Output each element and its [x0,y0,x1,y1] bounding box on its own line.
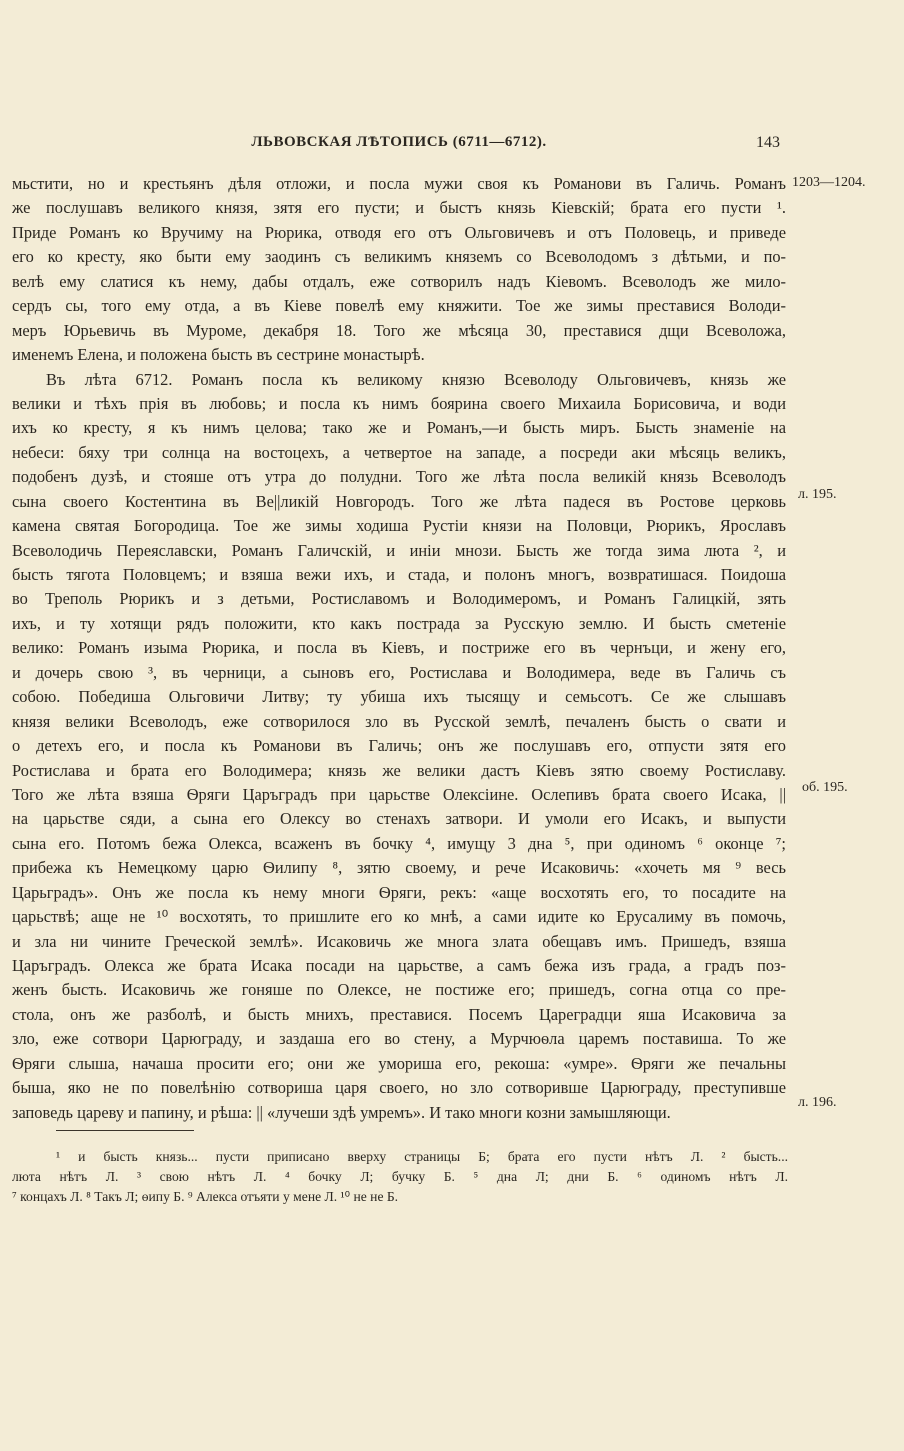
text-line: прибежа къ Немецкому царю Ѳилипу ⁸, зятю своему, и рече Исаковичь: «хочеть мя ⁹ весь [12,858,786,878]
text-line: Ѳряги слыша, начаша просити его; они же умориша его, рекоша: «умре». Ѳряги же печальны [12,1053,786,1073]
text-line: царьствѣ; аще не ¹⁰ восхотять, то пришлите его ко мнѣ, а сами идите ко Ерусалиму въ помочь, [12,907,786,927]
text-line: стола, онъ же разболѣ, и бысть мнихъ, преставися. Посемъ Цареградци яша Исаковича за [12,1004,786,1024]
text-line: женъ бысть. Исаковичь же гоняше по Олексе, не постиже его; пришедъ, согна отца со пре- [12,980,786,1000]
text-line: Того же лѣта взяша Ѳряги Царъградъ при царьстве Олексіине. Ослепивъ брата своего Исака, || [12,784,786,804]
text-line: сердъ сы, того ему отда, а въ Кіеве повелѣ ему княжити. Тое же зимы преставися Володи- [12,296,786,316]
text-line: Приде Романъ ко Вручиму на Рюрика, отводя его отъ Ольговичевъ и отъ Половець, и приведе [12,222,786,242]
margin-note-leaf: л. 196. [798,1095,837,1110]
text-line: велѣ ему слатися къ нему, дабы отдалъ, еже сотворилъ надъ Кіевомъ. Всеволодъ же мило- [12,271,786,291]
text-line: во Трeполь Рюрикъ и з детьми, Ростиславомъ и Володимеромъ, и Романъ Галицкій, зять [12,589,786,609]
text-line: Ростислава и брата его Володимера; князь же велики дастъ Кіевъ зятю своему Ростиславу. [12,760,786,780]
footnote-line: ⁷ концахъ Л. ⁸ Такъ Л; ѳипу Б. ⁹ Алекса отъяти у мене Л. ¹⁰ не не Б. [12,1189,399,1204]
text-line: Въ лѣта 6712. Романъ посла къ великому князю Всеволоду Ольговичевъ, князь же [46,369,786,389]
text-line: заповедь цареву и папину, и рѣша: || «лучеши здѣ умремъ». И тако многи козни замышляющи. [12,1102,671,1122]
text-line: на царьстве сяди, а сына его Олексу во стенахъ затвори. И умоли его Исакъ, и выпусти [12,809,786,829]
text-line: подобенъ дузѣ, и стояше отъ утра до полудни. Того же лѣта посла великій князь Всеволодъ [12,467,786,487]
main-text [12,172,786,1125]
page-number: 143 [756,134,780,151]
margin-note-years: 1203—1204. [792,175,866,190]
text-line: зло, еже сотвори Царюграду, и заздаша его во стену, а Мурчюѳла царемъ поставиша. То же [12,1029,786,1049]
text-line: Царьградъ». Онъ же посла къ нему многи Ѳряги, рекъ: «аще восхотять его, то посадите на [12,882,786,902]
footnote-rule [56,1130,194,1131]
text-line: ихъ, и ту хотящи рядъ положити, кто какъ пострада за Русскую землю. И бысть сметеніе [12,613,786,633]
text-line: Царъградъ. Олекса же брата Исака посади на царьстве, а самъ бежа изъ града, а градъ поз- [12,956,786,975]
text-line: камена святая Богородица. Тое же зимы ходиша Рустіи князи на Половци, Рюрикъ, Ярославъ [12,516,786,536]
text-line: велики и тѣхъ прія въ любовь; и посла къ нимъ боярина своего Михаила Борисовича, и води [12,393,786,413]
text-line: собою. Победиша Ольговичи Литву; ту убиша ихъ тысящу и семьсотъ. Се же слышавъ [12,687,786,707]
text-line: сына его. Потомъ бежа Олекса, всаженъ въ бочку ⁴, имущу 3 дна ⁵, при одиномъ ⁶ оконце ⁷; [12,833,786,853]
text-line: меръ Юрьевичь въ Муроме, декабря 18. Того же мѣсяца 30, преставися дщи Всеволожа, [12,320,786,340]
text-line: велико: Романъ изыма Рюрика, и посла въ Кіевъ, и постриже его въ чернъци, и жену его, [12,638,786,658]
footnote-line: люта нѣтъ Л. ³ свою нѣтъ Л. ⁴ бочку Л; бучку Б. ⁵ дна Л; дни Б. ⁶ одиномъ нѣтъ Л. [12,1169,788,1184]
page-header [12,134,786,156]
margin-note-leaf: л. 195. [798,487,837,502]
text-line: ихъ ко кресту, я къ нимъ целова; тако же и Романъ,—и бысть миръ. Бысть знаменіе на [12,418,786,438]
text-line: сына своего Костентина въ Ве||ликій Новгородъ. Того же лѣта падеся въ Ростове церковь [12,491,786,511]
text-line: бысть тягота Половцемъ; и взяша вежи ихъ, и стада, и полонъ многъ, возвратишася. Поидоша [12,565,786,584]
text-line: о детехъ его, и посла къ Романови въ Галичь; онъ же послушавъ его, отпусти зятя его [12,736,786,756]
footnotes [12,1147,788,1207]
text-line: небеси: бяху три солнца на востоцехъ, а четвертое на западе, а посреди аки мѣсяць великъ, [12,442,786,462]
text-line: князя велики Всеволодъ, еже сотворилося зло въ Русской землѣ, печаленъ бысть о свати и [12,711,786,731]
text-line: Всеволодичь Переяславски, Романъ Галичскій, и иніи мнози. Бысть же тогда зима люта ², и [12,540,786,560]
margin-note-leaf-verso: об. 195. [802,780,848,795]
text-line: его ко кресту, яко быти ему заодинъ съ великимъ княземъ со Всеволодомъ з дѣтьми, и по- [12,247,786,267]
text-line: мьстити, но и крестьянъ дѣля отложи, и посла мужи своя къ Романови въ Галичь. Романъ [12,174,786,193]
footnote-line: ¹ и бысть князь... пусти приписано вверху страницы Б; брата его пусти нѣтъ Л. ² бысть... [56,1149,788,1164]
running-title: ЛЬВОВСКАЯ ЛѢТОПИСЬ (6711—6712). [251,134,547,150]
text-line: и дочерь свою ³, въ черници, а сыновъ его, Ростислава и Володимера, веде въ Галичь съ [12,662,786,682]
text-line: именемъ Елена, и положена бысть въ сестрине монастырѣ. [12,345,425,365]
text-line: же послушавъ великого князя, зятя его пусти; и быстъ князь Кіевскій; брата его пусти ¹. [12,198,786,218]
text-line: и зла ни чините Греческой землѣ». Исаковичь же многа злата обещавъ имъ. Пришедъ, взяша [12,931,786,951]
text-line: быша, яко не по повелѣнію сотвориша царя своего, но зло сотворивше Царюграду, преступивше [12,1078,786,1098]
